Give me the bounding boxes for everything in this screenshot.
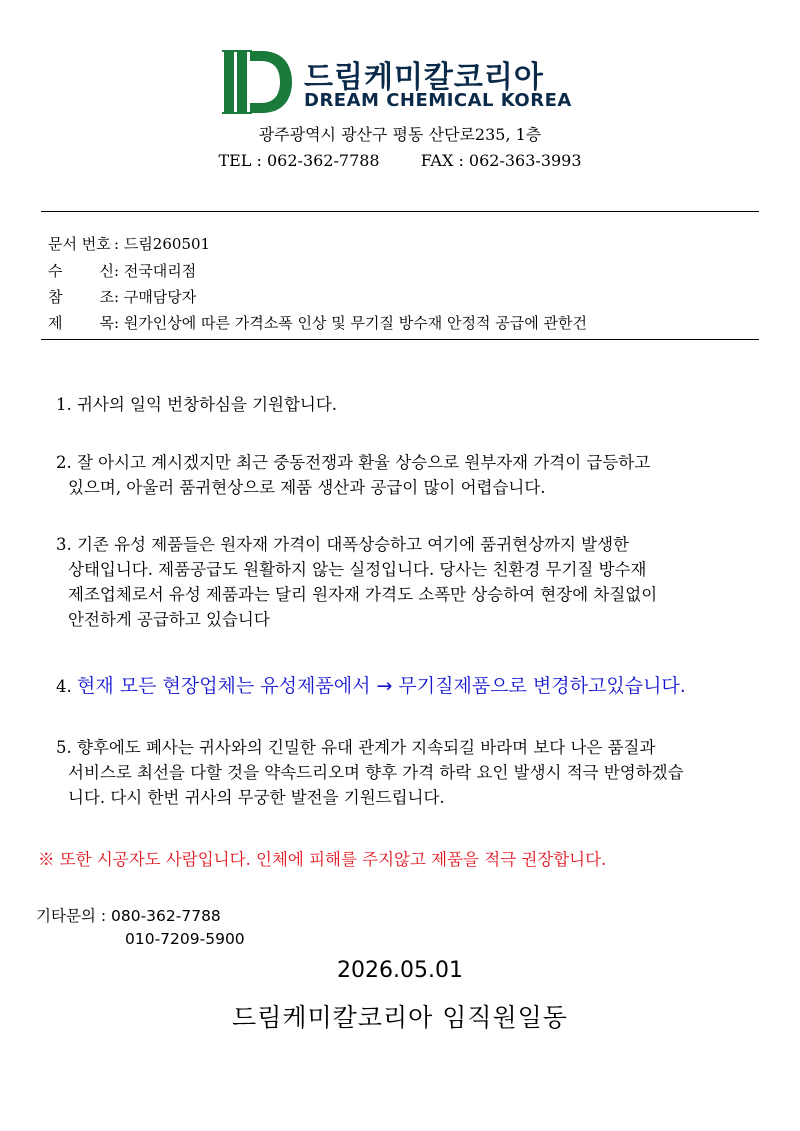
paragraph-2 — [56, 450, 766, 500]
meta-value: 원가인상에 따른 가격소폭 인상 및 무기질 방수재 안정적 공급에 관한건 — [123, 314, 587, 332]
paragraph-line: 1. 귀사의 일익 번창하심을 기원합니다. — [56, 395, 338, 414]
meta-subject: 제 목: 원가인상에 따른 가격소폭 인상 및 무기질 방수재 안정적 공급에 관한건 — [48, 314, 587, 332]
tel-number: TEL : 062-362-7788 — [218, 151, 380, 170]
paragraph-5 — [56, 735, 766, 810]
paragraph-4 — [56, 674, 766, 699]
letter-signature: 드림케미칼코리아 임직원일동 — [232, 1003, 568, 1032]
meta-label: 문서 번호 — [48, 235, 111, 253]
highlighted-statement: 현재 모든 현장업체는 유성제품에서 → 무기질제품으로 변경하고있습니다. — [77, 675, 686, 697]
paragraph-3 — [56, 532, 766, 632]
meta-reference: 참 조: 구매담당자 — [48, 288, 197, 306]
inquiry-label: 기타문의 : — [36, 907, 107, 925]
header-divider — [41, 211, 759, 212]
company-name-korean: 드림케미칼코리아 — [304, 60, 544, 95]
company-name-english: DREAM CHEMICAL KOREA — [304, 90, 572, 111]
meta-value: 전국대리점 — [123, 262, 197, 280]
paragraph-line: 5. 향후에도 폐사는 귀사와의 긴밀한 유대 관계가 지속되길 바라며 보다 나은 품질과 — [56, 738, 656, 757]
paragraph-number: 4. — [56, 677, 72, 696]
inquiry-phone-2: 010-7209-5900 — [125, 930, 245, 948]
paragraph-1 — [56, 392, 766, 417]
meta-divider — [41, 339, 759, 340]
paragraph-line: 제조업체로서 유성 제품과는 달리 원자재 가격도 소폭만 상승하여 현장에 차질없이 — [68, 585, 658, 604]
inquiry-phone-1: 080-362-7788 — [110, 907, 221, 925]
company-contact — [0, 151, 800, 170]
inquiry-line-1 — [36, 904, 221, 926]
paragraph-line: 니다. 다시 한번 귀사의 무궁한 발전을 기원드립니다. — [68, 788, 445, 807]
meta-value: 구매담당자 — [123, 288, 197, 306]
paragraph-line: 있으며, 아울러 품귀현상으로 제품 생산과 공급이 많이 어렵습니다. — [68, 478, 546, 497]
meta-recipient: 수 신: 전국대리점 — [48, 262, 197, 280]
company-logo — [222, 50, 572, 114]
paragraph-line: 2. 잘 아시고 계시겠지만 최근 중동전쟁과 환율 상승으로 원부자재 가격이 급등하고 — [56, 453, 651, 472]
meta-value: 드림260501 — [123, 235, 211, 253]
meta-label: 제 목 — [48, 314, 114, 332]
fax-number: FAX : 062-363-3993 — [420, 151, 582, 170]
paragraph-line: 상태입니다. 제품공급도 원활하지 않는 실정입니다. 당사는 친환경 무기질 방수재 — [68, 560, 647, 579]
letter-date: 2026.05.01 — [337, 958, 463, 983]
company-address: 광주광역시 광산구 평동 산단로235, 1층 — [258, 125, 542, 144]
paragraph-line: 안전하게 공급하고 있습니다 — [68, 610, 270, 629]
meta-label: 참 조 — [48, 288, 114, 306]
meta-doc-number: 문서 번호 : 드림260501 — [48, 235, 211, 253]
meta-label: 수 신 — [48, 262, 114, 280]
d-logo-icon — [222, 50, 294, 114]
paragraph-line: 서비스로 최선을 다할 것을 약속드리오며 향후 가격 하락 요인 발생시 적극 반영하겠습 — [68, 763, 684, 782]
paragraph-line: 3. 기존 유성 제품들은 원자재 가격이 대폭상승하고 여기에 품귀현상까지 발생한 — [56, 535, 629, 554]
safety-notice: ※ 또한 시공자도 사람입니다. 인체에 피해를 주지않고 제품을 적극 권장합니다. — [38, 850, 607, 869]
